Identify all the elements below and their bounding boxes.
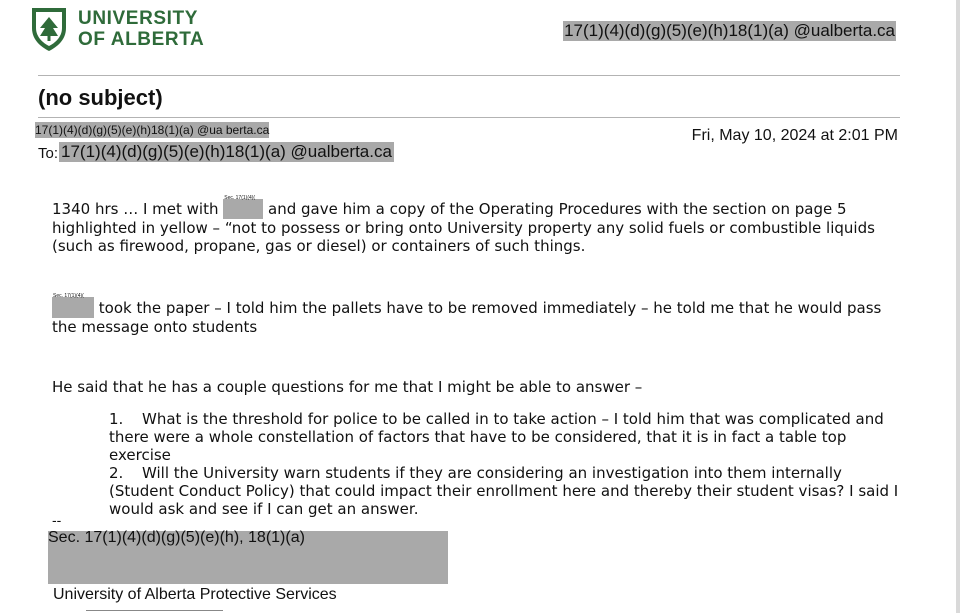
list-text: Will the University warn students if they are considering an investigation into them internally (Student Conduct Policy) that could impact their enrollment here and thereby their student visas? I said I would ask and see if I can get an answer. [109, 464, 899, 518]
page-edge [956, 0, 960, 613]
paragraph-text: and gave him a copy of the Operating Procedures with the section on page 5 highlighted in yellow – “not to possess or bring onto University property any solid fuels or combustible liquids (such as firewood, propane, gas or diesel) or containers of such things. [52, 200, 875, 255]
list-number: 2. [109, 464, 124, 482]
to-line [38, 142, 394, 162]
shield-icon [30, 6, 68, 52]
logo-line-1: UNIVERSITY [78, 8, 199, 29]
divider [38, 117, 900, 118]
signature-redaction-code: Sec. 17(1)(4)(d)(g)(5)(e)(h), 18(1)(a) [48, 529, 305, 546]
redaction-code: Sec. 17(1)(4)( [224, 195, 256, 201]
signature-underline [86, 610, 223, 611]
body-paragraph-1 [52, 195, 892, 255]
signature-organization: University of Alberta Protective Services [53, 586, 337, 603]
list-item [109, 410, 899, 464]
logo-wordmark [78, 8, 204, 50]
redacted-name [223, 195, 263, 219]
logo-line-2: OF ALBERTA [78, 29, 205, 50]
redacted-name [52, 293, 94, 318]
list-text: What is the threshold for police to be called in to take action – I told him that was complicated and there were a whole constellation of factors that have to be considered, that it is in fact a table top exercise [109, 410, 884, 464]
question-list [109, 410, 899, 518]
paragraph-text: took the paper – I told him the pallets have to be removed immediately – he told me that he would pass the message onto students [52, 299, 882, 336]
list-item [109, 464, 899, 518]
university-logo [30, 6, 204, 52]
redaction-code: Sec. 17(1)(4)( [53, 293, 84, 299]
paragraph-text: 1340 hrs … I met with [52, 200, 224, 218]
email-date: Fri, May 10, 2024 at 2:01 PM [691, 127, 898, 144]
redacted-from-line: 17(1)(4)(d)(g)(5)(e)(h)18(1)(a) @ua berta.ca [35, 123, 270, 137]
to-label: To: [38, 145, 59, 162]
list-number: 1. [109, 410, 124, 428]
redacted-recipient: 17(1)(4)(d)(g)(5)(e)(h)18(1)(a) @ualberta.ca [61, 142, 392, 161]
redacted-sender-address: 17(1)(4)(d)(g)(5)(e)(h)18(1)(a) @ualberta.ca [564, 21, 895, 40]
email-subject: (no subject) [38, 85, 163, 110]
body-paragraph-2 [52, 293, 892, 336]
signature-separator: -- [52, 512, 62, 528]
divider [38, 75, 900, 76]
body-paragraph-3: He said that he has a couple questions for me that I might be able to answer – [52, 378, 643, 396]
